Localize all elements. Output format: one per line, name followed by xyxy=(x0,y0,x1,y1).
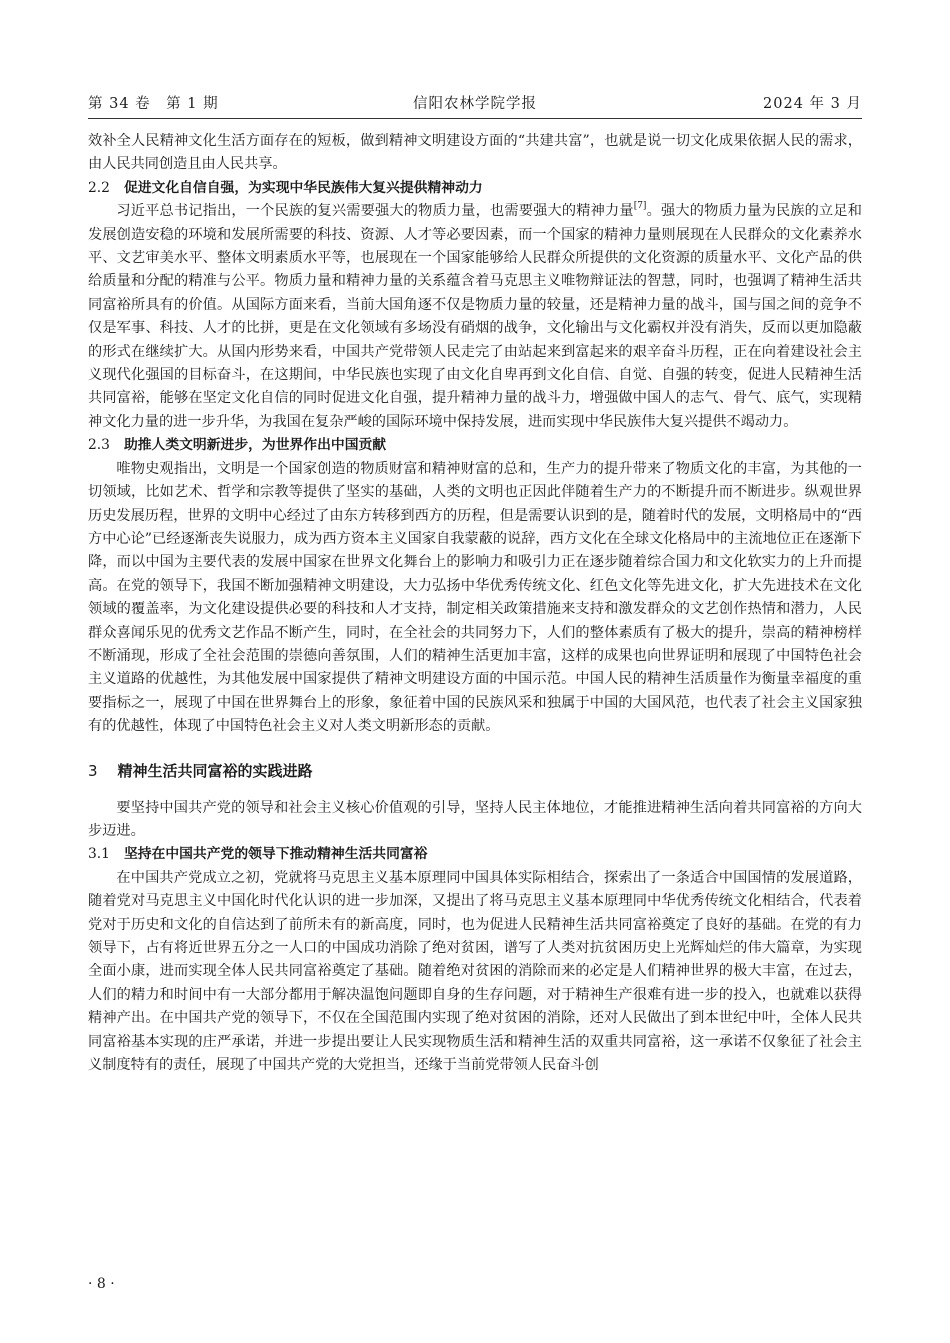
citation-ref[interactable]: [7] xyxy=(633,201,647,212)
paragraph: 要坚持中国共产党的领导和社会主义核心价值观的引导，坚持人民主体地位，才能推进精神生活向着共同富裕的方向大步迈进。 xyxy=(88,799,862,839)
subsection-heading-2-2 xyxy=(88,177,862,200)
header-rule xyxy=(88,118,862,119)
subsection-number: 3.1 xyxy=(88,846,110,863)
paragraph: 唯物史观指出，文明是一个国家创造的物质财富和精神财富的总和，生产力的提升带来了物质文化的丰富，为其他的一切领域，比如艺术、哲学和宗教等提供了坚实的基础，人类的文明也正因此伴随着生产力的不断提升而不断进步。纵观世界历史发展历程，世界的文明中心经过了由东方转移到西方的历程，但是需要认识到的是，随着时代的发展，文明格局中的“西方中心论”已经逐渐丧失说服力，成为西方资本主义国家自我蒙蔽的说辞，西方文化在全球文化格局中的主流地位正在逐渐下降，而以中国为主要代表的发展中国家在世界文化舞台上的影响力和吸引力正在逐步随着综合国力和文化软实力的上升而提高。在党的领导下，我国不断加强精神文明建设，大力弘扬中华优秀传统文化、红色文化等先进文化，扩大先进技术在文化领域的覆盖率，为文化建设提供必要的科技和人才支持，制定相关政策措施来支持和激发群众的文艺创作热情和潜力，人民群众喜闻乐见的优秀文艺作品不断产生，同时，在全社会的共同努力下，人们的整体素质有了极大的提升，崇高的精神榜样不断涌现，形成了全社会范围的崇德向善氛围，人们的精神生活更加丰富，这样的成果也向世界证明和展现了中国特色社会主义道路的优越性，为其他发展中国家提供了精神文明建设方面的中国示范。中国人民的精神生活质量作为衡量幸福度的重要指标之一，展现了中国在世界舞台上的形象，象征着中国的民族风采和独属于中国的大国风范，也代表了社会主义国家独有的优越性，体现了中国特色社会主义对人类文明新形态的贡献。 xyxy=(88,460,862,735)
journal-title: 信阳农林学院学报 xyxy=(413,96,537,112)
subsection-heading-2-3 xyxy=(88,434,862,457)
subsection-title: 助推人类文明新进步，为世界作出中国贡献 xyxy=(123,437,387,454)
section-number: 3 xyxy=(88,761,98,780)
publication-date: 2024 年 3 月 xyxy=(763,96,862,112)
paragraph-continued: 效补全人民精神文化生活方面存在的短板，做到精神文明建设方面的“共建共富”，也就是说一切文化成果依据人民的需求，由人民共同创造且由人民共享。 xyxy=(88,133,862,173)
section-heading-3 xyxy=(88,759,862,783)
article-body xyxy=(88,130,862,1077)
paragraph: 在中国共产党成立之初，党就将马克思主义基本原理同中国具体实际相结合，探索出了一条适合中国国情的发展道路，随着党对马克思主义中国化时代化认识的进一步加深，又提出了将马克思主义基本原理同中华优秀传统文化相结合，代表着党对于历史和文化的自信达到了前所未有的新高度，同时，也为促进人民精神生活共同富裕奠定了良好的基础。在党的有力领导下，占有将近世界五分之一人口的中国成功消除了绝对贫困，谱写了人类对抗贫困历史上光辉灿烂的伟大篇章，为实现全面小康，进而实现全体人民共同富裕奠定了基础。随着绝对贫困的消除而来的必定是人们精神世界的极大丰富，在过去，人们的精力和时间中有一大部分都用于解决温饱问题即自身的生存问题，对于精神生产很难有进一步的投入，也就难以获得精神产出。在中国共产党的领导下，不仅在全国范围内实现了绝对贫困的消除，还对人民做出了到本世纪中叶，全体人民共同富裕基本实现的庄严承诺，并进一步提出要让人民实现物质生活和精神生活的双重共同富裕，这一承诺不仅象征了社会主义制度特有的责任，展现了中国共产党的大党担当，还缘于当前党带领人民奋斗创 xyxy=(88,869,862,1074)
page-number: · 8 · xyxy=(88,1276,115,1292)
journal-volume-issue: 第 34 卷 第 1 期 xyxy=(88,96,219,112)
section-title: 精神生活共同富裕的实践进路 xyxy=(117,761,313,780)
subsection-number: 2.2 xyxy=(88,179,110,196)
subsection-heading-3-1 xyxy=(88,843,862,866)
paragraph: 习近平总书记指出，一个民族的复兴需要强大的物质力量，也需要强大的精神力量[7]。强大的物质力量为民族的立足和发展创造安稳的环境和发展所需要的科技、资源、人才等必要因素，而一个国家的精神力量则展现在人民群众的文化素养水平、文艺审美水平、整体文明素质水平等，也展现在一个国家能够给人民群众所提供的文化资源的质量水平、文化产品的供给质量和分配的精准与公平。物质力量和精神力量的关系蕴含着马克思主义唯物辩证法的智慧，同时，也强调了精神生活共同富裕所具有的价值。从国际方面来看，当前大国角逐不仅是物质力量的较量，还是精神力量的战斗，国与国之间的竞争不仅是军事、科技、人才的比拼，更是在文化领域有多场没有硝烟的战争，文化输出与文化霸权并没有消失，反而以更加隐蔽的形式在继续扩大。从国内形势来看，中国共产党带领人民走完了由站起来到富起来的艰辛奋斗历程，正在向着建设社会主义现代化强国的目标奋斗，在这期间，中华民族也实现了由文化自卑再到文化自信、自觉、自强的转变，促进人民精神生活共同富裕，能够在坚定文化自信的同时促进文化自强，提升精神力量的战斗力，增强做中国人的志气、骨气、底气，实现精神文化力量的进一步升华，为我国在复杂严峻的国际环境中保持发展，进而实现中华民族伟大复兴提供不竭动力。 xyxy=(88,201,862,430)
subsection-title: 坚持在中国共产党的领导下推动精神生活共同富裕 xyxy=(123,846,428,863)
subsection-number: 2.3 xyxy=(88,437,110,454)
subsection-title: 促进文化自信自强，为实现中华民族伟大复兴提供精神动力 xyxy=(123,179,483,196)
